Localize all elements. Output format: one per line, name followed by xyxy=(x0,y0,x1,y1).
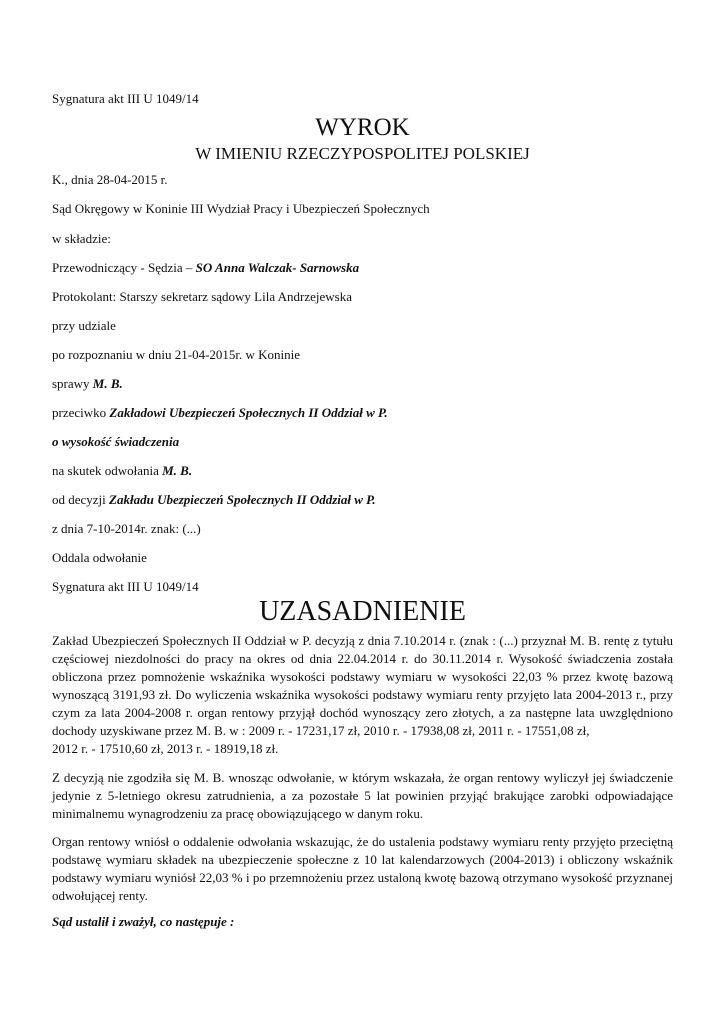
decision-date: z dnia 7-10-2014r. znak: (...) xyxy=(52,521,201,536)
decision-party-name: Zakładu Ubezpieczeń Społecznych II Oddział w P. xyxy=(109,492,376,507)
case-label: sprawy xyxy=(52,376,93,391)
paragraph-line: 2012 r. - 17510,60 zł, 2013 r. - 18919,18 zł. xyxy=(52,741,279,756)
paragraph-line: Z decyzją nie zgodziła się M. B. wnosząc odwołanie, w którym wskazała, że organ rentowy wyliczył jej świadczenie xyxy=(52,770,673,785)
participation-label: przy udziale xyxy=(52,318,116,333)
paragraph-line: częściowej niezdolności do pracy na okres od dnia 22.04.2014 r. do 30.11.2014 r. Wysokość świadczenia została xyxy=(52,651,673,666)
paragraph-line: wynoszącą 3191,93 zł. Do wyliczenia wskaźnika wysokości podstawy wymiaru renty przyjęto lata 2004-2013 r., przy xyxy=(52,687,673,702)
place-and-date: K., dnia 28-04-2015 r. xyxy=(52,172,168,187)
hearing-info: po rozpoznaniu w dniu 21-04-2015r. w Koninie xyxy=(52,347,301,362)
paragraph-line: czym za lata 2004-2008 r. organ rentowy przyjął dochód wynoszący zero złotych, a za następne lata uwzględniono xyxy=(52,705,673,720)
justification-paragraph-1 xyxy=(52,632,673,758)
justification-paragraph-2 xyxy=(52,769,673,823)
composition-label: w składzie: xyxy=(52,231,111,246)
decision-label: od decyzji xyxy=(52,492,110,507)
appeal-label: na skutek odwołania xyxy=(52,463,163,478)
court-clerk: Protokolant: Starszy sekretarz sądowy Lila Andrzejewska xyxy=(52,289,352,304)
document-subtitle: W IMIENIU RZECZYPOSPOLITEJ POLSKIEJ xyxy=(195,144,530,163)
court-name: Sąd Okręgowy w Koninie III Wydział Pracy i Ubezpieczeń Społecznych xyxy=(52,201,430,216)
decision-info xyxy=(52,492,376,508)
justification-paragraph-3 xyxy=(52,833,673,905)
document-title: WYROK xyxy=(315,114,410,141)
presiding-label: Przewodniczący - Sędzia – xyxy=(52,260,196,275)
findings-heading: Sąd ustalił i zważył, co następuje : xyxy=(52,914,235,929)
presiding-judge xyxy=(52,260,359,276)
presiding-name: SO Anna Walczak- Sarnowska xyxy=(195,260,360,275)
paragraph-line: jedynie z 5-letniego okresu zatrudnienia, a za pozostałe 5 lat powinien przyjąć brakujące zarobki odpowiadające xyxy=(52,788,673,803)
case-party xyxy=(52,376,123,392)
paragraph-line: dochody uzyskiwane przez M. B. w : 2009 r. - 17231,17 zł, 2010 r. - 17938,08 zł, 2011 r. - 17551,08 zł, xyxy=(52,723,590,738)
paragraph-line: podstawę wymiaru składek na ubezpieczenie społeczne z 10 lat kalendarzowych (2004-2013) i obliczony wskaźnik xyxy=(52,852,673,867)
against-label: przeciwko xyxy=(52,405,110,420)
case-signature-top: Sygnatura akt III U 1049/14 xyxy=(52,91,199,106)
paragraph-line: podstawy wymiaru wyniósł 22,03 % i po przemnożeniu przez ustaloną kwotę bazową otrzymano wysokość przyznanej xyxy=(52,870,673,885)
against-party-name: Zakładowi Ubezpieczeń Społecznych II Oddział w P. xyxy=(109,405,388,420)
paragraph-line: odwołującej renty. xyxy=(52,888,148,903)
against-party xyxy=(52,405,388,421)
case-signature-bottom: Sygnatura akt III U 1049/14 xyxy=(52,579,199,594)
ruling-text: Oddala odwołanie xyxy=(52,550,147,565)
appeal-party-name: M. B. xyxy=(162,463,193,478)
appeal-info xyxy=(52,463,192,479)
case-subject: o wysokość świadczenia xyxy=(52,434,180,449)
paragraph-line: Organ rentowy wniósł o oddalenie odwołania wskazując, że do ustalenia podstawy wymiaru renty przyjęto przeciętną xyxy=(52,834,673,849)
paragraph-line: minimalnemu wynagrodzeniu za pracę obowiązującego w danym roku. xyxy=(52,806,424,821)
paragraph-line: obliczona przez pomnożenie wskaźnika wysokości podstawy wymiaru w wysokości 22,03 % przez kwotę bazową xyxy=(52,669,673,684)
justification-title: UZASADNIENIE xyxy=(259,596,466,627)
paragraph-line: Zakład Ubezpieczeń Społecznych II Oddział w P. decyzją z dnia 7.10.2014 r. (znak : (...) przyznał M. B. rentę z tytułu xyxy=(52,633,673,648)
case-party-name: M. B. xyxy=(92,376,123,391)
